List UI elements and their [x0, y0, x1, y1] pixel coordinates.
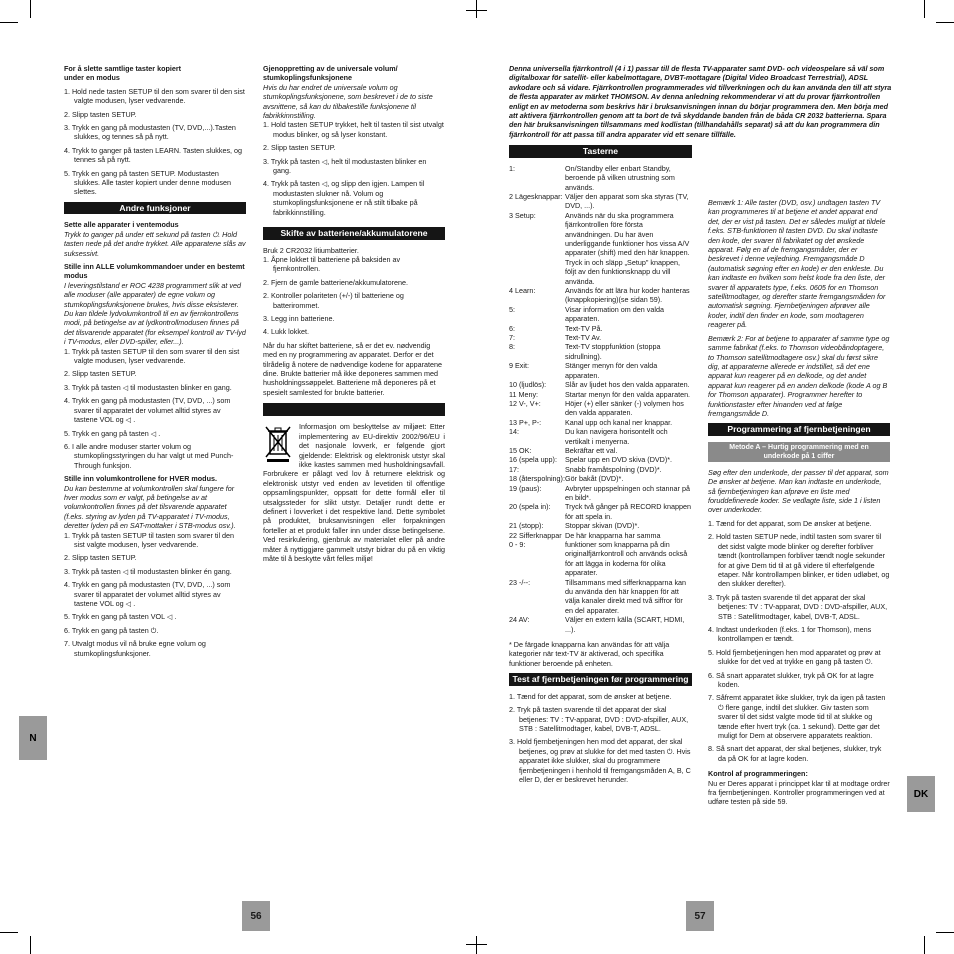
key-description: Väljer den apparat som ska styras (TV, DVD, ...). [565, 191, 689, 211]
key-row [509, 455, 692, 464]
key-label: 10 (ljudlös): [509, 380, 547, 390]
key-label: 18 (återspolning): [509, 474, 565, 484]
section-header-programming: Programmering af fjernbetjeningen [708, 423, 890, 436]
weee-crossed-bin-icon [263, 424, 293, 464]
key-label: 15 OK: [509, 445, 532, 455]
volume-all-steps [64, 347, 246, 470]
key-row [509, 521, 692, 530]
key-row [509, 465, 692, 474]
list-item: 1. Tænd for det apparat, som de ønsker at betjene. [509, 691, 672, 701]
list-item: 1. Trykk på tasten SETUP til tasten som svarer til den sist valgte modusen, lyser vedvarende. [64, 530, 235, 549]
list-item: 5. Trykk en gang på tasten VOL ◁ . [64, 612, 177, 622]
key-row [509, 342, 692, 361]
key-description: Används när du ska programmera fjärrkontrollen före första användningen. Du har även underliggande funktioner hos vissa A/V apparater (shift) med den här knappen. Tryck in och släpp „Setup" knappen, följt av den funktionsknapp du vill använda. [565, 210, 690, 286]
column-2 [263, 64, 445, 563]
environment-text: Informasjon om beskyttelse av miljøet: Etter implementering av EU-direktiv 2002/96/EU i det nasjonale lovverk, er følgende gjort gjeldende: Elektrisk og elektronisk utstyr skal ikke kastes sammen med husholdningsavfall. Forbrukere er pålagt ved lov å returnere elektrisk og elektronisk utstyr ved enden av levetiden til offentlige oppsamlingspunkter, oppsatt for dette formål eller til utsalgssteder for slikt utstyr. Detaljer rundt dette er definert i lovverket i det respektive land. Dette symbolet på produktet, bruksanvisningen eller forpakningen forteller at et produkt faller inn under disse betingelsene. Ved resirkulering, gjenbruk av materialet eller på andre måter å nyttiggjøre gammelt utstyr bidrar du på en viktig måte til å beskytte vårt felles miljø! [263, 422, 445, 563]
method-a-header: Metode A – Hurtig programmering med en underkode på 1 ciffer [708, 442, 890, 462]
list-item: 2. Slipp tasten SETUP. [64, 109, 137, 119]
crop-mark [476, 0, 477, 18]
key-description: Text-TV Av. [565, 333, 602, 343]
list-item: 2. Fjern de gamle batteriene/akkumulatorene. [263, 277, 409, 287]
key-label: 2 Lägesknappar: [509, 191, 563, 201]
key-row [509, 305, 692, 324]
note-2: Bemærk 2: For at betjene to apparater af samme type og samme fabrikat (f.eks. to Thomson videobåndoptagere, to Thomson satellitmodtagere osv.) skal du først sikre dig, at apparaterne allerede er indstillet, så det ene apparat kun reagerer på en delkode, og det andet apparat kun reagerer på en anden delkode (kode A og B for Thomson apparater). Programmer herefter to funktionstaster efter hinanden ved at følge fremgangsmåde D. [708, 333, 890, 418]
list-item: 4. Lukk lokket. [263, 327, 309, 337]
list-item: 3. Legg inn batteriene. [263, 314, 335, 324]
crop-mark [0, 932, 18, 933]
crop-mark [924, 936, 925, 954]
key-description: On/Standby eller enbart Standby, beroende på vilken utrustning som används. [565, 163, 675, 192]
key-description: Avbryter uppspelningen och stannar på en bild*. [565, 483, 690, 502]
list-item: 4. Trykk en gang på modustasten (TV, DVD, ...) som svarer til apparatet der volumet alltid styres av tastene VOL og ◁ . [64, 580, 231, 608]
standby-title: Sette alle apparater i ventemodus [64, 220, 179, 230]
key-description: Slår av ljudet hos den valda apparaten. [565, 380, 690, 390]
key-description: Snabb framåtspolning (DVD)*. [565, 464, 662, 474]
list-item: 8. Så snart det apparat, der skal betjenes, slukker, tryk da på OK for at lagre koden. [708, 744, 882, 763]
list-item: 6. Så snart apparatet slukker, tryk på OK for at lagre koden. [708, 670, 874, 689]
key-label: 13 P+, P-: [509, 417, 542, 427]
intro-text: Denna universella fjärrkontroll (4 i 1) passar till de flesta TV-apparater samt DVD- och videospelare så väl som digitalboxar för satellit- eller kabelmottagare, DVBT-mottagare (Digital Video Broadcast Terrestrial), ADSL avkodare och så vidare. Fjärrkontrollen programmerades vid tillverkningen och du kan använda den till att styra de flesta apparater av märket THOMSON. Av denna anledning rekommenderar vi att du provar fjärrkontrollen enligt en av metoderna som beskrivs här i bruksanvisningen innan du börjar programmera den. Men börja med att aktivera fjärrkontrollen genom att ta bort de två skyddande banden från de båda CR 2032 batterierna. Spara den här bruksanvisningen tillsammans med kodlistan (tillhandahålls separat) så att du kan programmera din fjärrkontroll för att passa till andra apparater vid ett senare tillfälle. [509, 64, 892, 139]
restore-steps [263, 120, 445, 217]
list-item: 1. Tænd for det apparat, som De ønsker at betjene. [708, 518, 872, 528]
list-item: 3. Trykk på tasten ◁ til modustasten blinker en gang. [64, 382, 232, 392]
key-description: Stoppar skivan (DVD)*. [565, 521, 640, 531]
list-item: 4. Indtast underkoden (f.eks. 1 for Thomson), mens kontrollampen er tændt. [708, 624, 872, 644]
list-item: 2. Hold tasten SETUP nede, indtil tasten som svarer til det sidst valgte mode blinker og derefter forbliver tændt (kontrollampen forbliver tændt nogle sekunder for at give Dem tid til at gå videre til efterfølgende etaper. Når kontrollampen blinker, er tiden udløbet, og den slukker derefter). [708, 532, 890, 589]
key-description: De här knapparna har samma funktioner som knapparna på din originalfjärrkontroll och används också för att lägga in koderna för olika apparater. [565, 530, 688, 578]
list-item: 1. Trykk på tasten SETUP til den som svarer til den sist valgte modusen, lyser vedvarende. [64, 346, 240, 366]
list-item: 3. Trykk på tasten ◁, helt til modustasten blinker en gang. [263, 156, 427, 176]
key-label: 12 V-, V+: [509, 398, 541, 408]
key-label: 19 (paus): [509, 483, 542, 493]
crop-mark [476, 936, 477, 954]
key-label: 24 AV: [509, 615, 530, 625]
key-label: 23 -/--: [509, 577, 531, 587]
key-label: 22 Sifferknappar 0 - 9: [509, 530, 562, 549]
list-item: 2. Slipp tasten SETUP. [64, 553, 137, 563]
key-label: 14: [509, 427, 519, 437]
key-row [509, 446, 692, 455]
copy-delete-title-2: under en modus [64, 73, 120, 83]
key-label: 17: [509, 464, 519, 474]
key-label: 5: [509, 304, 515, 314]
list-item: 4. Trykk på tasten ◁, og slipp den igjen. Lampen til modustasten slukner nå. Volum og stumkoplingsfunksjonene er nå stilt tilbake på fabrikkinnstilling. [263, 179, 425, 217]
key-row [509, 531, 692, 578]
key-label: 3 Setup: [509, 210, 536, 220]
section-header-environment [263, 403, 445, 416]
method-a-steps [708, 519, 890, 763]
list-item: 3. Hold fjernbetjeningen hen mod det apparat, der skal betjenes, og prøv at slukke for det med tasten ⏻. Hvis apparatet ikke slukker, skal du programmere fjernbetjeningen i henhold til fremgangsmåden A, B, C eller D, der er beskrevet herunder. [509, 737, 691, 785]
key-row [509, 484, 692, 503]
list-item: 5. Hold fjernbetjeningen hen mod apparatet og prøv at slukke for det ved at trykke en gang på tasten ⏻. [708, 647, 881, 667]
list-item: 7. Såfremt apparatet ikke slukker, tryk da igen på tasten ⏻ flere gange, indtil det slukker. Giv tasten som svarer til det sidst valgte mode tid til at slukke og tænde efter hvert tryk (ca. 1 sekund). Dette gør det muligt for Dem at observere apparatets reaktion. [708, 693, 886, 740]
restore-title: Gjenoppretting av de universale volum/ stumkoplingsfunksjonene [263, 64, 398, 83]
list-item: 3. Trykk en gang på modustasten (TV, DVD,...).Tasten slukkes, og tennes så på nytt. [64, 123, 236, 142]
key-row [509, 286, 692, 305]
key-description: Spelar upp en DVD skiva (DVD)*. [565, 455, 673, 465]
key-description: Bekräftar ett val. [565, 445, 618, 455]
list-item: 2. Kontroller polariteten (+/-) til batteriene og batterirommet. [263, 291, 404, 310]
key-row [509, 361, 692, 380]
list-item: 1. Hold tasten SETUP trykket, helt til tasten til sist utvalgt modus blinker, og så lyser konstant. [263, 120, 444, 139]
list-item: 2. Slipp tasten SETUP. [64, 369, 137, 379]
key-label: 8: [509, 342, 515, 352]
crop-mark [30, 936, 31, 954]
key-description: Tryck två gånger på RECORD knappen för att spela in. [565, 502, 691, 521]
column-4 [708, 198, 890, 811]
key-row [509, 502, 692, 521]
battery-text: Bruk 2 CR2032 litiumbatterier. [263, 245, 359, 255]
crop-mark [466, 944, 487, 945]
section-header-other-functions: Andre funksjoner [64, 202, 246, 215]
key-row [509, 390, 692, 399]
language-tab-dk: DK [907, 776, 935, 812]
key-description: Startar menyn för den valda apparaten. [565, 389, 691, 399]
key-description: Tillsammans med sifferknapparna kan du använda den här knappen för att välja kanaler direkt med två siffror för en del apparater. [565, 577, 687, 615]
copy-delete-steps [64, 87, 246, 197]
test-steps [509, 692, 692, 785]
key-label: 1: [509, 163, 515, 173]
keys-note: * De färgade knapparna kan användas för att välja kategorier när text-TV är aktiverad, och specifika funktioner beroende på enheten. [509, 640, 670, 668]
key-description: Stänger menyn för den valda apparaten. [565, 361, 658, 380]
volume-each-intro: Du kan bestemme at volumkontrollen skal fungere for hver modus som er valgt, på betingelse av at volumkontrollen finnes på det tilsvarende apparatet (f.eks. styring av lyden på TV-apparatet i TV-modus, deretter lyden på en SAT-mottaker i STB-modus osv.). [64, 483, 236, 531]
list-item: 4. Trykk en gang på modustasten (TV, DVD, ...) som svarer til apparatet der volumet alltid styres av tastene VOL og ◁ . [64, 396, 231, 425]
key-row [509, 399, 692, 418]
standby-text: Trykk to ganger på under ett sekund på tasten ⏻. Hold tasten nede på det andre trykket. Alle apparatene slås av suksessivt. [64, 229, 246, 258]
section-header-test: Test af fjernbetjeningen før programmering [509, 673, 692, 686]
key-label: 6: [509, 323, 515, 333]
key-row [509, 474, 692, 483]
copy-delete-title: For å slette samtlige taster kopiert [64, 64, 182, 73]
key-description: Används för att lära hur koder hanteras (knappkopiering)(se sidan 59). [565, 286, 690, 305]
page-number-left: 56 [242, 901, 270, 931]
list-item: 5. Trykk en gang på tasten ◁ . [64, 428, 161, 438]
crop-mark [466, 10, 487, 11]
key-label: 7: [509, 333, 515, 343]
key-label: 21 (stopp): [509, 521, 544, 531]
crop-mark [936, 932, 954, 933]
control-text: Nu er Deres apparat i princippet klar til at modtage ordrer fra fjernbetjeningen. Kontroller programmeringen ved at udføre testen på side 59. [708, 778, 890, 807]
key-label: 4 Learn: [509, 286, 536, 296]
environment-block [263, 422, 445, 563]
list-item: 2. Slipp tasten SETUP. [263, 143, 336, 153]
language-tab-n: N [19, 716, 47, 760]
key-row [509, 211, 692, 286]
battery-note: Når du har skiftet batteriene, så er det ev. nødvendig med en ny programmering av apparatet. Derfor er det tilrådelig å notere de nødvendige kodene for apparatene dine. Brukte batterier må ikke deponeres sammen med husholdningssøppelet. Batteriene må deponeres på et spesielt samlested for brukte batterier. [263, 340, 443, 397]
control-title: Kontrol af programmeringen: [708, 769, 808, 779]
method-a-intro: Søg efter den underkode, der passer til det apparat, som De ønsker at betjene. Man kan indtaste en underkode, så fjernbetjeningen kan afprøve en liste med foruddefinerede koder. Se vedlagte liste, side 1 i listen over underkoder. [708, 467, 889, 515]
list-item: 3. Tryk på tasten svarende til det apparat der skal betjenes: TV : TV-apparat, DVD : DVD-afspiller, AUX, STB : Satellitmodtager, kabel, DVB-T, ADSL. [708, 592, 888, 621]
volume-all-title: Stille inn ALLE volumkommandoer under en bestemt modus [64, 262, 245, 281]
list-item: 1. Hold nede tasten SETUP til den som svarer til den sist valgte modusen, lyser vedvarende. [64, 86, 245, 106]
key-description: Gör bakåt (DVD)*. [565, 474, 624, 484]
crop-mark [924, 0, 925, 18]
key-description: Höjer (+) eller sänker (-) volymen hos den valda apparaten. [565, 398, 684, 418]
section-header-battery: Skifte av batteriene/akkumulatorene [263, 227, 445, 240]
key-row [509, 164, 692, 192]
crop-mark [30, 0, 31, 18]
crop-mark [0, 22, 18, 23]
key-description: Text-TV På. [565, 323, 603, 333]
key-label: 11 Meny: [509, 389, 539, 399]
page-number-right: 57 [686, 901, 714, 931]
list-item: 1. Åpne lokket til batteriene på baksiden av fjernkontrollen. [263, 255, 401, 274]
restore-intro: Hvis du har endret de universale volum og stumkoplingsfunksjonene, som beskrevet i de to siste avsnittene, så kan du tilbakestille funksjonene til fabrikkinnstilling. [263, 82, 433, 121]
section-header-keys: Tasterne [509, 145, 692, 158]
column-1 [64, 64, 246, 662]
key-description: Kanal upp och kanal ner knappar. [565, 417, 673, 427]
key-row [509, 418, 692, 427]
key-label: 9 Exit: [509, 361, 529, 371]
list-item: 3. Trykk på tasten ◁ til modustasten blinker én gang. [64, 566, 232, 576]
key-description: Du kan navigera horisontellt och vertikalt i menyerna. [565, 427, 668, 446]
list-item: 2. Tryk på tasten svarende til det apparat der skal betjenes: TV : TV-apparat, DVD : DVD-afspiller, AUX, STB : Satellitmodtager, kabel, DVB-T, ADSL. [509, 705, 689, 733]
list-item: 4. Trykk to ganger på tasten LEARN. Tasten slukkes, og tennes så på nytt. [64, 145, 243, 165]
key-row [509, 578, 692, 616]
key-row [509, 427, 692, 446]
list-item: 6. Trykk en gang på tasten ⏻. [64, 625, 159, 635]
list-item: 6. I alle andre moduser starter volum og stumkoplingsstyringen du har valgt ut med Punch-Through funksjon. [64, 441, 234, 470]
volume-all-intro: I leveringstilstand er ROC 4238 programmert slik at ved alle moduser (alle apparater) de egne volum og stumkoplingsfunksjonene brukes, hvis disse eksisterer. Du kan tildele lydvolumkontroll til en av fjernkontrollens modi, på betingelse av at lydkontrollmodusen finnes på det tilsvarende apparatet (for eksempel kontroll av TV-lyd i TV-modus, eller DVD-spiller, eller...). [64, 280, 246, 347]
key-row [509, 324, 692, 333]
key-row [509, 192, 692, 211]
key-description: Text-TV stoppfunktion (stoppa sidrullning). [565, 342, 661, 361]
note-1: Bemærk 1: Alle taster (DVD, osv.) undtagen tasten TV kan programmeres til at betjene et andet apparat end det, der er vist på tasten. Det er således muligt at tildele f.eks. STB-funktionen til tasten DVD. Du skal indtaste den kode, der svarer til fabrikatet og det ønskede apparat. Følg en af de fremgangsmåder, der er beskrevet i denne vejledning. Fremgangsmåde D (automatisk søgning efter en kode) er den enkleste. Du kan indtaste en hvilken som helst kode fra den liste, der svarer til apparatets type, f.eks. 0605 for en Thomson satellitmodtager, og derefter starte fremgangsmåden for automatisk søgning. Fjernbetjeningen afprøver alle koder, indtil den finder en kode, som modtageren reagerer på. [708, 198, 886, 330]
key-description: Visar information om den valda apparaten. [565, 304, 664, 324]
keys-list [509, 164, 692, 634]
list-item: 5. Trykk en gang på tasten SETUP. Modustasten slukkes. Alle taster kopiert under denne modusen slettes. [64, 168, 232, 197]
key-label: 20 (spela in): [509, 502, 551, 512]
list-item: 7. Utvalgt modus vil nå bruke egne volum og stumkoplingsfunksjoner. [64, 639, 206, 658]
key-row [509, 615, 692, 634]
volume-each-steps [64, 531, 246, 658]
crop-mark [936, 22, 954, 23]
key-description: Väljer en extern källa (SCART, HDMI, ...). [565, 615, 685, 634]
battery-steps [263, 255, 445, 337]
volume-each-title: Stille inn volumkontrollene for HVER modus. [64, 474, 217, 484]
key-label: 16 (spela upp): [509, 455, 557, 465]
key-row [509, 333, 692, 342]
key-row [509, 380, 692, 389]
